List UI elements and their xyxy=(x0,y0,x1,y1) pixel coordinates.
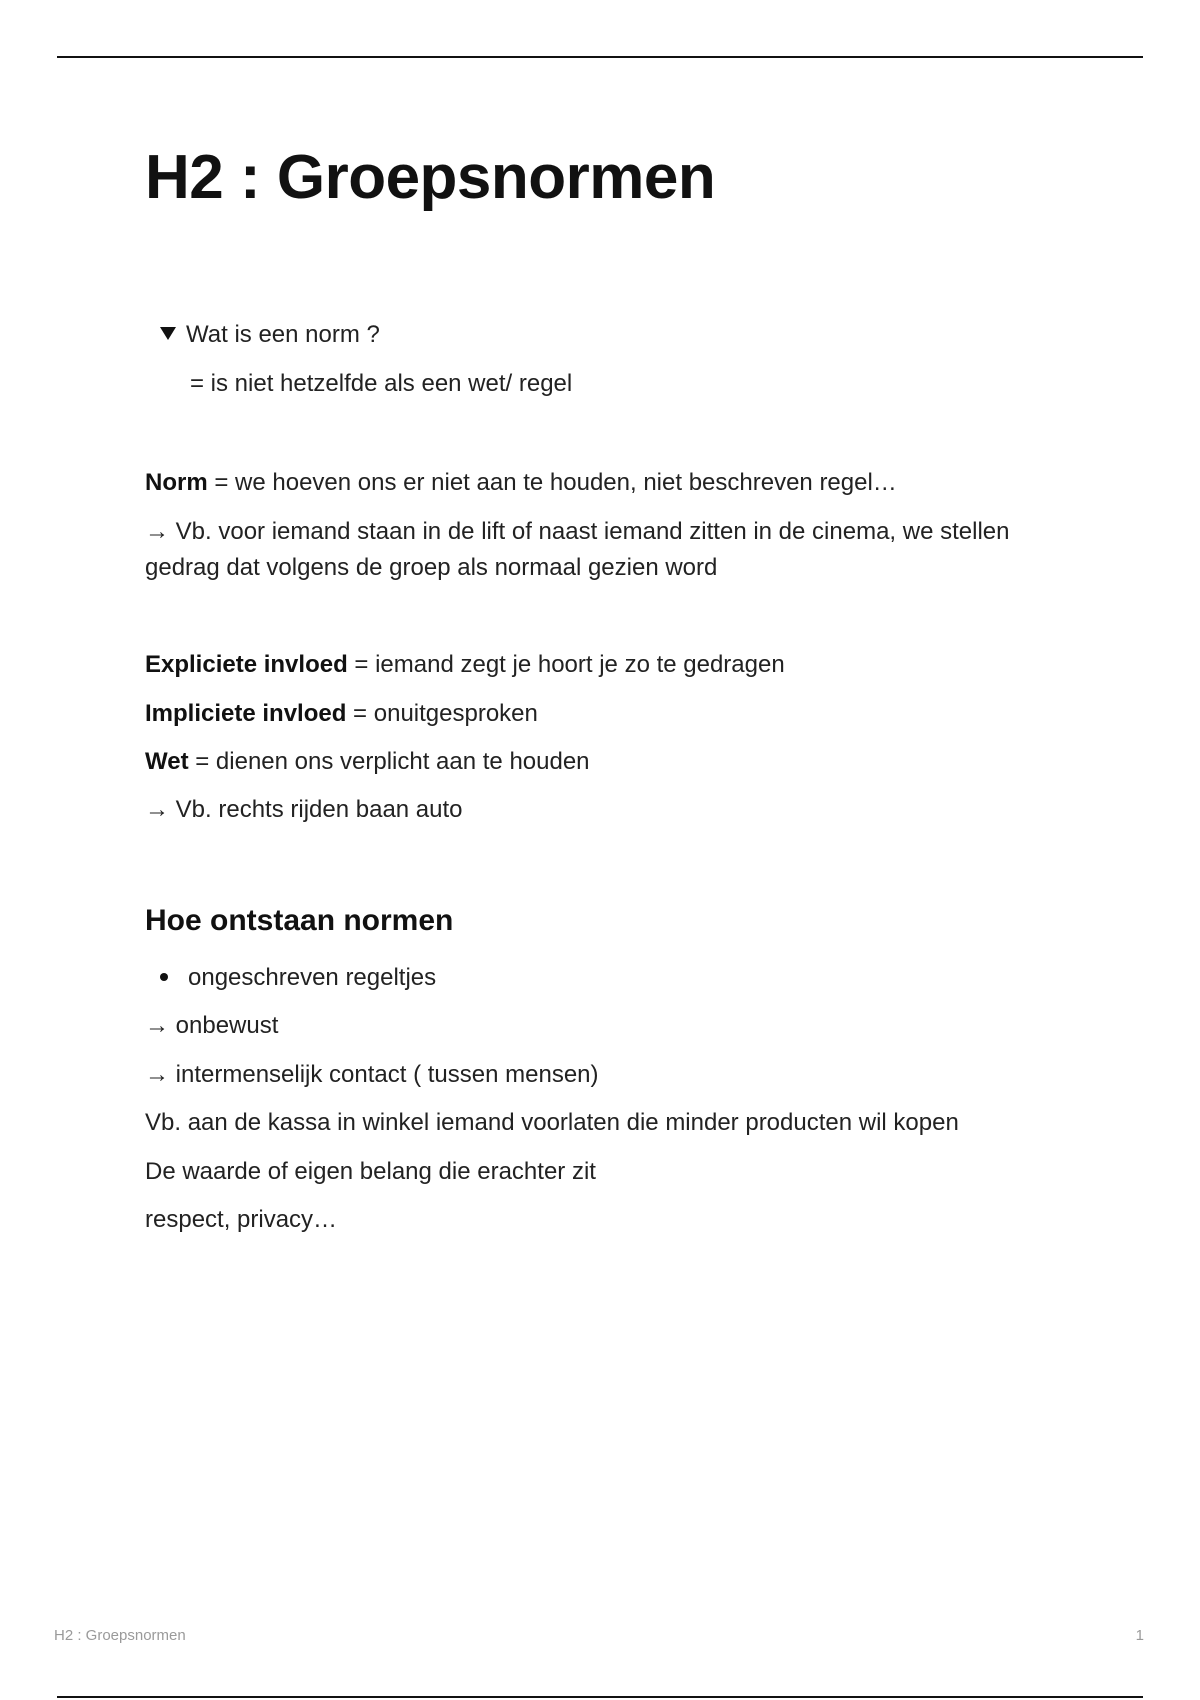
section-line: → intermenselijk contact ( tussen mensen) xyxy=(145,1061,599,1088)
definition-text: = iemand zegt je hoort je zo te gedragen xyxy=(347,651,785,678)
definition-wet xyxy=(145,744,590,780)
toggle-label: Wat is een norm ? xyxy=(186,321,380,348)
page-title: H2 : Groepsnormen xyxy=(145,143,716,212)
bottom-divider xyxy=(57,1696,1143,1698)
triangle-down-icon[interactable] xyxy=(160,327,176,340)
definition-term: Norm xyxy=(145,469,208,496)
bullet-item xyxy=(160,960,436,996)
definition-text: = onuitgesproken xyxy=(346,700,538,727)
footer-page-number: 1 xyxy=(1135,1627,1144,1644)
example-paragraph: → Vb. voor iemand staan in de lift of naast iemand zitten in de cinema, we stellen gedrag dat volgens de groep als normaal gezien word xyxy=(145,518,1010,581)
section-heading: Hoe ontstaan normen xyxy=(145,904,454,937)
definition-impliciete-invloed xyxy=(145,696,538,732)
section-line: De waarde of eigen belang die erachter zit xyxy=(145,1158,596,1185)
section-line: Vb. aan de kassa in winkel iemand voorlaten die minder producten wil kopen xyxy=(145,1109,959,1136)
bullet-icon xyxy=(160,973,168,981)
top-divider xyxy=(57,56,1143,58)
definition-term: Expliciete invloed xyxy=(145,651,348,678)
definition-text: = dienen ons verplicht aan te houden xyxy=(188,748,590,775)
bullet-text: ongeschreven regeltjes xyxy=(188,964,437,991)
toggle-content: = is niet hetzelfde als een wet/ regel xyxy=(190,370,573,397)
example-line: → Vb. rechts rijden baan auto xyxy=(145,796,463,823)
toggle-norm-question[interactable] xyxy=(160,317,380,353)
definition-term: Impliciete invloed xyxy=(145,700,347,727)
definition-term: Wet xyxy=(145,748,189,775)
definition-expliciete-invloed xyxy=(145,647,785,683)
section-line: → onbewust xyxy=(145,1012,279,1039)
definition-norm xyxy=(145,465,897,501)
footer-document-title: H2 : Groepsnormen xyxy=(54,1627,186,1644)
definition-text: = we hoeven ons er niet aan te houden, niet beschreven regel… xyxy=(207,469,897,496)
section-line: respect, privacy… xyxy=(145,1206,338,1233)
